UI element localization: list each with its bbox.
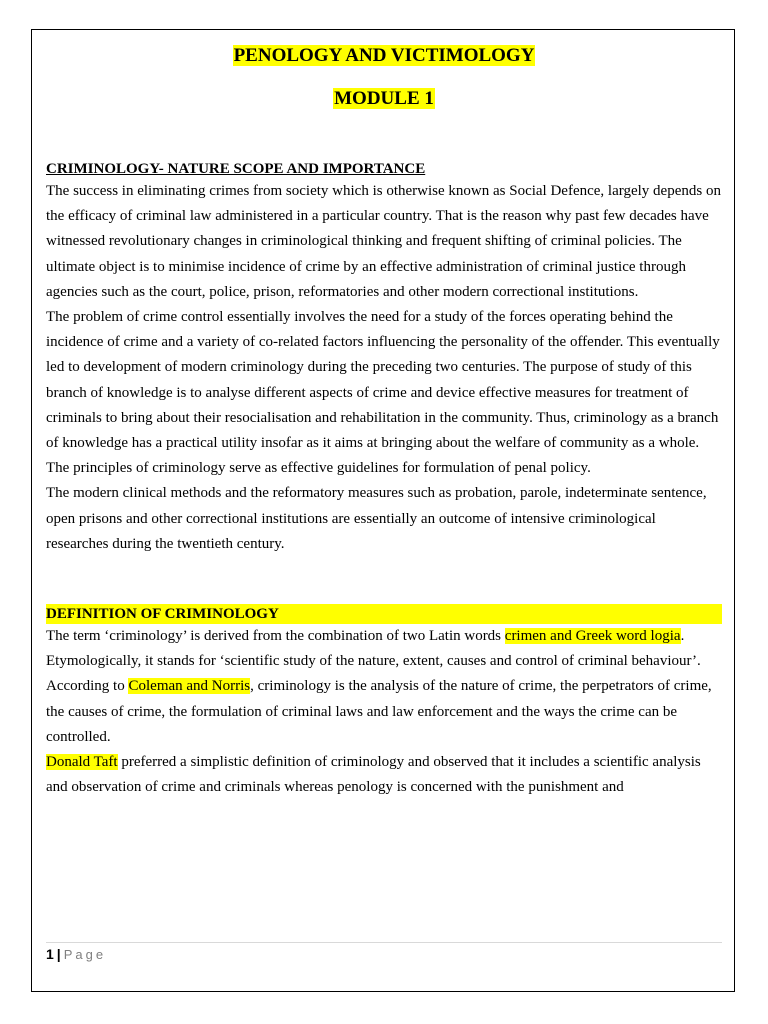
page-number: 1: [46, 946, 54, 962]
paragraph-coleman-norris: According to Coleman and Norris, criminology is the analysis of the nature of crime, the perpetrators of crime, the causes of crime, the formulation of criminal laws and law enforcement and the ways the crime can be controlled.: [46, 678, 712, 745]
footer-separator: |: [56, 946, 61, 962]
section-heading-definition: DEFINITION OF CRIMINOLOGY: [46, 604, 722, 624]
paragraph-term-derivation: The term ‘criminology’ is derived from the combination of two Latin words crimen and Greek word logia. Etymologically, it stands for ‘scientific study of the nature, extent, causes and control of criminal behaviour’.: [46, 628, 701, 670]
highlight-coleman-norris: Coleman and Norris: [128, 678, 251, 695]
highlight-latin-words: crimen and Greek word logia: [504, 628, 681, 645]
section-heading-nature-scope: CRIMINOLOGY- NATURE SCOPE AND IMPORTANCE: [46, 161, 426, 177]
highlight-donald-taft: Donald Taft: [46, 754, 118, 771]
module-title: MODULE 1: [334, 88, 434, 109]
paragraph: The modern clinical methods and the reformatory measures such as probation, parole, indeterminate sentence, open prisons and other correctional institutions are essentially an outcome of intensive criminological researches during the twentieth century.: [46, 485, 707, 552]
document-body: [46, 43, 722, 800]
page-footer: [46, 942, 722, 964]
paragraph: The success in eliminating crimes from society which is otherwise known as Social Defence, largely depends on the efficacy of criminal law administered in a particular country. That is the reason why past few decades have witnessed revolutionary changes in criminological thinking and frequent shifting of criminal policies. The ultimate object is to minimise incidence of crime by an effective administration of criminal justice through agencies such as the court, police, prison, reformatories and other modern correctional institutions.: [46, 183, 721, 300]
document-title: PENOLOGY AND VICTIMOLOGY: [233, 45, 535, 66]
page-label: Page: [63, 947, 107, 962]
paragraph: The problem of crime control essentially involves the need for a study of the forces operating behind the incidence of crime and a variety of co-related factors influencing the personality of the offender. This eventually led to development of modern criminology during the preceding two centuries. The purpose of study of this branch of knowledge is to analyse different aspects of crime and device effective measures for treatment of criminals to bring about their resocialisation and rehabilitation in the community. Thus, criminology as a branch of knowledge has a practical utility insofar as it aims at bringing about the welfare of community as a whole. The principles of criminology serve as effective guidelines for formulation of penal policy.: [46, 309, 720, 477]
paragraph-donald-taft: Donald Taft preferred a simplistic definition of criminology and observed that it includes a scientific analysis and observation of crime and criminals whereas penology is concerned with the punishment and: [46, 754, 701, 796]
